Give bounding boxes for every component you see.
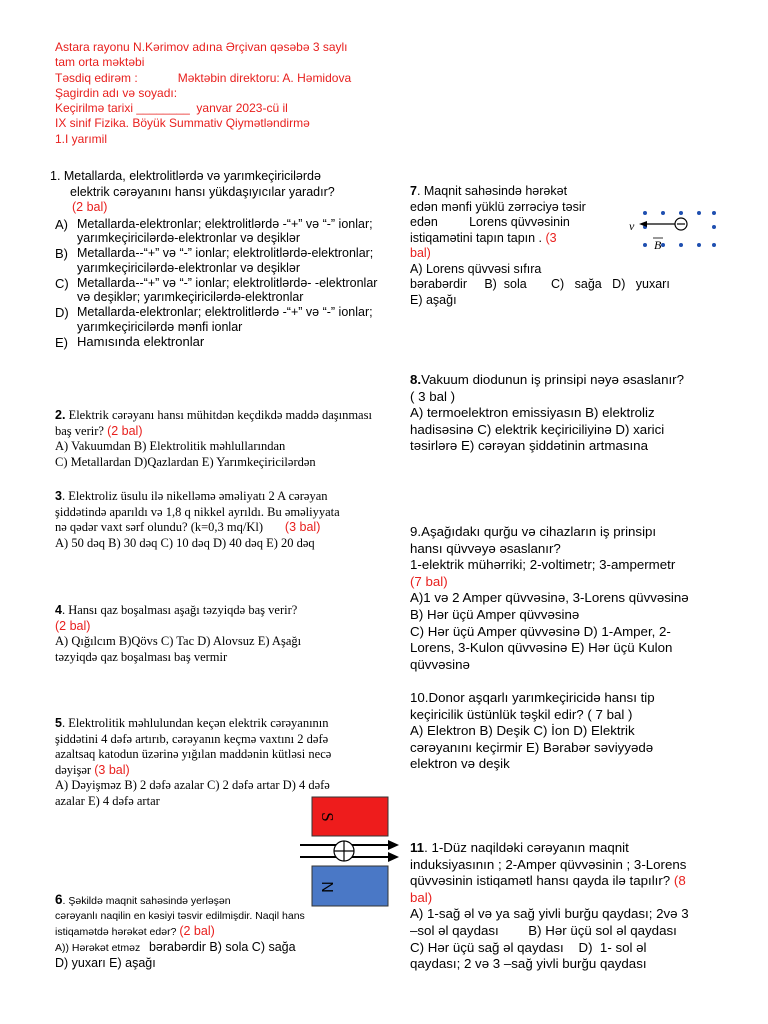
q5-line4: dəyişər (3 bal) [55,762,130,777]
q1-line2: elektrik cərəyanını hansı yükdaşıyıcılar yaradır? [70,184,335,199]
q1-option-c: C) Metallarda--“+” və “-” ionlar; elektrolitlərdə- -elektronlar və deşiklər; yarımkeçiricilərdə-elektronlar [55,275,378,305]
q9-line7: Lorens, 3-Kulon qüvvəsinə E) Hər üçü Kulon [410,640,673,656]
q6-options-1: A)) Hərəkət etməz bərabərdir B) sola C) sağa [55,940,296,954]
q2-options-1: A) Vakuumdan B) Elektrolitik məhlullarından [55,439,286,454]
q6-line3: istiqamətdə hərəkət edər? (2 bal) [55,924,215,938]
q7-points-cont: bal) [410,246,431,260]
question-2 [55,408,385,470]
q8-line1: 8.Vakuum diodunun iş prinsipi nəyə əsaslanır? [410,372,684,387]
q3-line2: şiddətində aparıldı və 1,8 q nikkel ayrıldı. Bu əməliyyata [55,504,340,519]
q8-line3: A) termoelektron emissiyasın B) elektroliz [410,405,655,421]
q4-stem: 4. Hansı qaz boşalması aşağı təzyiqdə baş verir? [55,603,298,617]
q2-stem: 2. Elektrik cərəyanı hansı mühitdən keçdikdə maddə daşınması baş verir? (2 bal) [55,408,372,438]
q9-line6: C) Hər üçü Amper qüvvəsinə D) 1-Amper, 2- [410,623,671,639]
q11-line3: qüvvəsinin istiqamətl hansı qayda ilə tapılır? (8 [410,873,686,889]
q6-line1: 6. Şəkildə maqnit sahəsində yerləşən [55,892,231,907]
q8-line2: ( 3 bal ) [410,388,456,404]
question-3 [55,489,390,551]
q7-options-3: E) aşağı [410,292,457,307]
q1-option-e: E) Hamısında elektronlar [55,333,205,350]
q7-line3: edən Lorens qüvvəsinin [410,215,570,229]
q5-line1: 5. Elektrolitik məhlulundan keçən elektrik cərəyanının [55,716,329,730]
question-10 [410,690,755,773]
lorentz-figure [625,205,725,265]
q2-options-2: C) Metallardan D)Qazlardan E) Yarımkeçiricilərdən [55,454,316,469]
q7-options-1: A) Lorens qüvvəsi sıfıra [410,261,542,276]
question-9 [410,524,755,673]
field-arrow-top [388,840,399,850]
date-line: Keçirilmə tarixi ________ yanvar 2023-cü il [55,101,288,116]
q9-line5: B) Hər üçü Amper qüvvəsinə [410,606,580,622]
question-4 [55,603,390,665]
q3-line1: 3. Elektroliz üsulu ilə nikelləmə əməliyatı 2 A cərəyan [55,489,328,503]
q11-line5: –sol əl qaydası B) Hər üçü sol əl qaydası [410,922,677,938]
question-6 [55,892,385,971]
question-11 [410,840,765,973]
field-label: B [654,238,662,252]
question-1 [50,169,390,350]
q7-line4: istiqamətini tapın tapın . (3 [410,230,557,245]
q3-options: A) 50 dəq B) 30 dəq C) 10 dəq D) 40 dəq E) 20 dəq [55,535,315,550]
q11-points-cont: bal) [410,889,433,905]
q1-options [55,217,390,351]
q4-options-1: A) Qığılcım B)Qövs C) Tac D) Alovsuz E) Aşağı [55,634,302,649]
velocity-arrowhead [639,221,647,227]
student-name-line: Şagirdin adı və soyadı: [55,85,178,100]
question-8 [410,372,750,455]
q3-line3: nə qədər vaxt sərf olundu? (k=0,3 mq/Kl) (3 bal) [55,520,321,535]
q11-line1: 11. 1-Düz naqildəki cərəyanın maqnit [410,840,629,855]
q6-options-2: D) yuxarı E) aşağı [55,956,156,970]
q5-line2: şiddətini 4 dəfə artırıb, cərəyanın keçmə vaxtını 2 dəfə [55,731,329,746]
q6-line2: cərəyanlı naqilin en kəsiyi təsvir edilmişdir. Naqil hans [55,910,305,922]
q10-line3: A) Elektron B) Deşik C) İon D) Elektrik [410,723,635,739]
q1-option-d: D) Metallarda-elektronlar; elektrolitlərdə -“+” və “-” ionlar; yarımkeçiricilərdə mənfi ionlar [55,305,373,335]
q9-line2: hansı qüvvəyə əsaslanır? [410,540,561,556]
q9-line3: 1-elektrik mühərriki; 2-voltimetr; 3-ampermetr [410,557,676,573]
q7-line1: 7. Maqnit sahəsində hərəkət [410,184,568,198]
school-name-cont: tam orta məktəbi [55,55,145,70]
south-pole-label: S [318,812,338,822]
q11-line2: induksiyasının ; 2-Amper qüvvəsinin ; 3-Lorens [410,856,687,872]
q5-line3: azaltsaq katodun üzərinə yığılan maddənin kütləsi necə [55,747,332,762]
q11-line6: C) Hər üçü sağ əl qaydası D) 1- sol əl [410,939,647,955]
q1-line1: 1. Metallarda, elektrolitlərdə və yarımkeçiricilərdə [50,169,321,183]
q1-option-b: B) Metallarda--“+” və “-” ionlar; elektrolitlərdə-elektronlar; yarımkeçiricilərdə-elektronlar və deşiklər [55,246,374,275]
exam-title: IX sinif Fizika. Böyük Summativ Qiymətləndirmə [55,116,310,131]
field-arrow-bottom [388,852,399,862]
q10-line1: 10.Donor aşqarlı yarımkeçiricidə hansı tip [410,690,655,705]
velocity-label: v [629,219,635,233]
q11-line4: A) 1-sağ əl və ya sağ yivli burğu qaydası; 2və 3 [410,906,689,922]
q8-line5: təsirlərə E) cərəyan şiddətinin artmasına [410,438,648,454]
q10-line4: cərəyanını keçirmir E) Bərabər səviyyədə [410,739,654,755]
school-name: Astara rayonu N.Kərimov adına Ərçivan qəsəbə 3 saylı [55,40,348,54]
q9-line1: 9.Aşağıdakı qurğu və cihazların iş prinsipı [410,524,657,539]
q10-line2: keçiricilik üstünlük təşkil edir? ( 7 bal ) [410,706,633,722]
q10-line5: elektron və deşik [410,756,510,772]
q8-line4: hadisəsinə C) elektrik keçiriciliyinə D) xarici [410,421,665,437]
semester-line: 1.I yarımil [55,131,108,146]
approval-line: Təsdiq edirəm : Məktəbin direktoru: A. Həmidova [55,70,352,85]
q11-line7: qaydası; 2 və 3 –sağ yivli burğu qaydası [410,956,647,972]
q5-options-1: A) Dəyişməz B) 2 dəfə azalar C) 2 dəfə artar D) 4 dəfə [55,778,330,793]
north-pole-label: N [317,881,335,893]
q9-line8: qüvvəsinə [410,656,470,672]
q1-option-a: A) Metallarda-elektronlar; elektrolitlərdə -“+” və “-” ionlar; yarımkeçiricilərdə-elektronlar və deşiklər [55,216,373,246]
q5-options-2: azalar E) 4 dəfə artar [55,793,160,808]
q4-points: (2 bal) [55,618,91,633]
q1-points: (2 bal) [72,200,108,214]
document-header [55,40,395,147]
q7-line2: edən mənfi yüklü zərrəciyə təsir [410,199,586,214]
q9-points: (7 bal) [410,573,448,589]
q4-options-2: təzyiqdə qaz boşalması baş vermir [55,649,228,664]
q9-line4: A)1 və 2 Amper qüvvəsinə, 3-Lorens qüvvəsinə [410,590,689,606]
q7-options-2: bərabərdir B) sola C) sağa D) yuxarı [410,277,670,291]
